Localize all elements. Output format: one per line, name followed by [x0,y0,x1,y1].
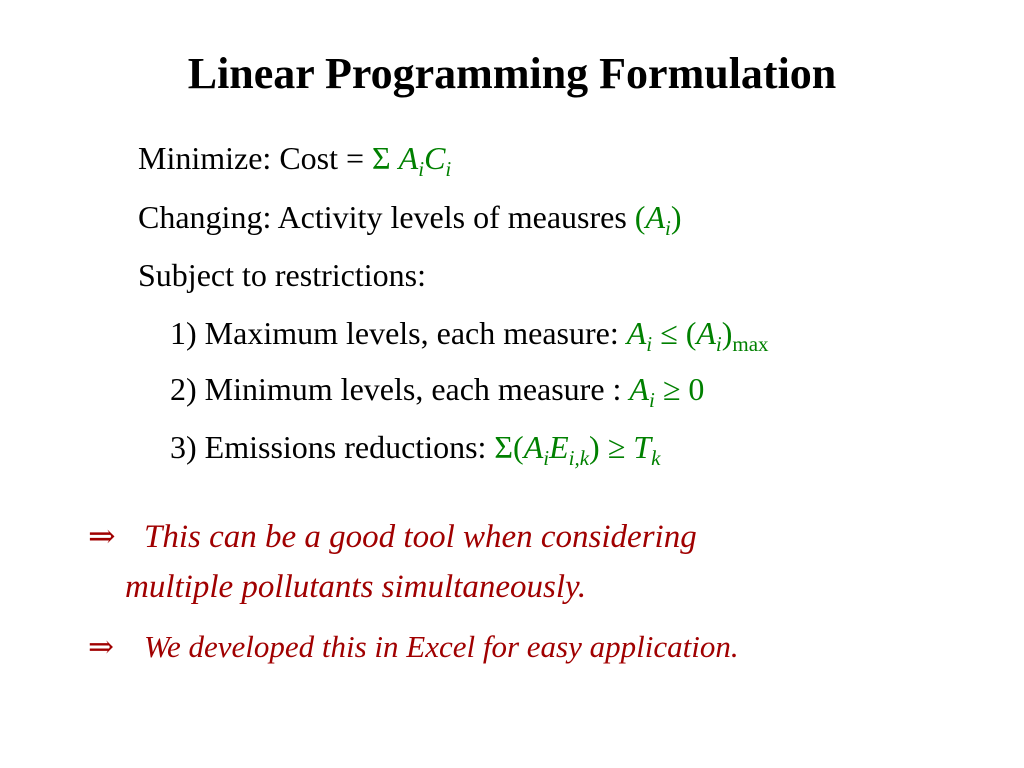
variable-a: A [645,199,665,235]
slide-title: Linear Programming Formulation [187,49,837,98]
variable-a: A [626,315,647,351]
objective-label: Minimize: Cost = [138,140,373,176]
variable-a: A [398,140,419,176]
restriction-2-formula [629,371,705,412]
open-paren: ( [634,199,646,235]
subscript-i: i [648,388,655,412]
subscript-i: i [445,157,452,181]
objective-formula [372,140,452,181]
implies-arrow-icon: ⇒ [88,519,116,555]
sigma-symbol: Σ( [494,429,524,465]
close-paren: ) [721,315,733,351]
variable-a: A [696,315,716,351]
note-1-line-1: This can be a good tool when considering [144,519,697,555]
subscript-k: k [651,446,661,470]
geq-operator: ≥ 0 [654,371,705,407]
note-2 [88,626,739,668]
restriction-2 [170,369,704,413]
note-2-line-1: We developed this in Excel for easy application. [144,629,739,664]
restriction-1-formula [626,315,769,356]
subscript-i: i [715,332,722,356]
restriction-2-label: 2) Minimum levels, each measure : [170,371,630,407]
restriction-3-label: 3) Emissions reductions: [170,429,495,465]
subscript-i: i [646,332,653,356]
restriction-3-formula [494,429,661,470]
subscript-i: i [665,216,671,240]
subscript-max: max [732,332,769,356]
changing-line [138,197,682,241]
restriction-1-label: 1) Maximum levels, each measure: [170,315,627,351]
changing-label: Changing: Activity levels of meausres [138,199,635,235]
subscript-ik: i,k [568,446,590,470]
close-paren: ) [670,199,682,235]
restriction-1 [170,313,769,357]
subject-line: Subject to restrictions: [138,257,426,293]
restriction-3 [170,427,660,471]
sigma-symbol: Σ [372,140,391,176]
implies-arrow-icon: ⇒ [88,629,114,664]
note-1 [88,516,697,558]
subscript-i: i [418,157,425,181]
variable-c: C [424,140,446,176]
objective-line [138,138,451,182]
note-1-continuation: multiple pollutants simultaneously. [125,569,587,605]
changing-formula [634,199,682,240]
variable-a: A [629,371,649,407]
variable-e: E [549,429,569,465]
leq-operator: ≤ ( [652,315,697,351]
geq-operator: ) ≥ [589,429,634,465]
subscript-i: i [543,446,550,470]
variable-a: A [523,429,544,465]
variable-t: T [633,429,652,465]
